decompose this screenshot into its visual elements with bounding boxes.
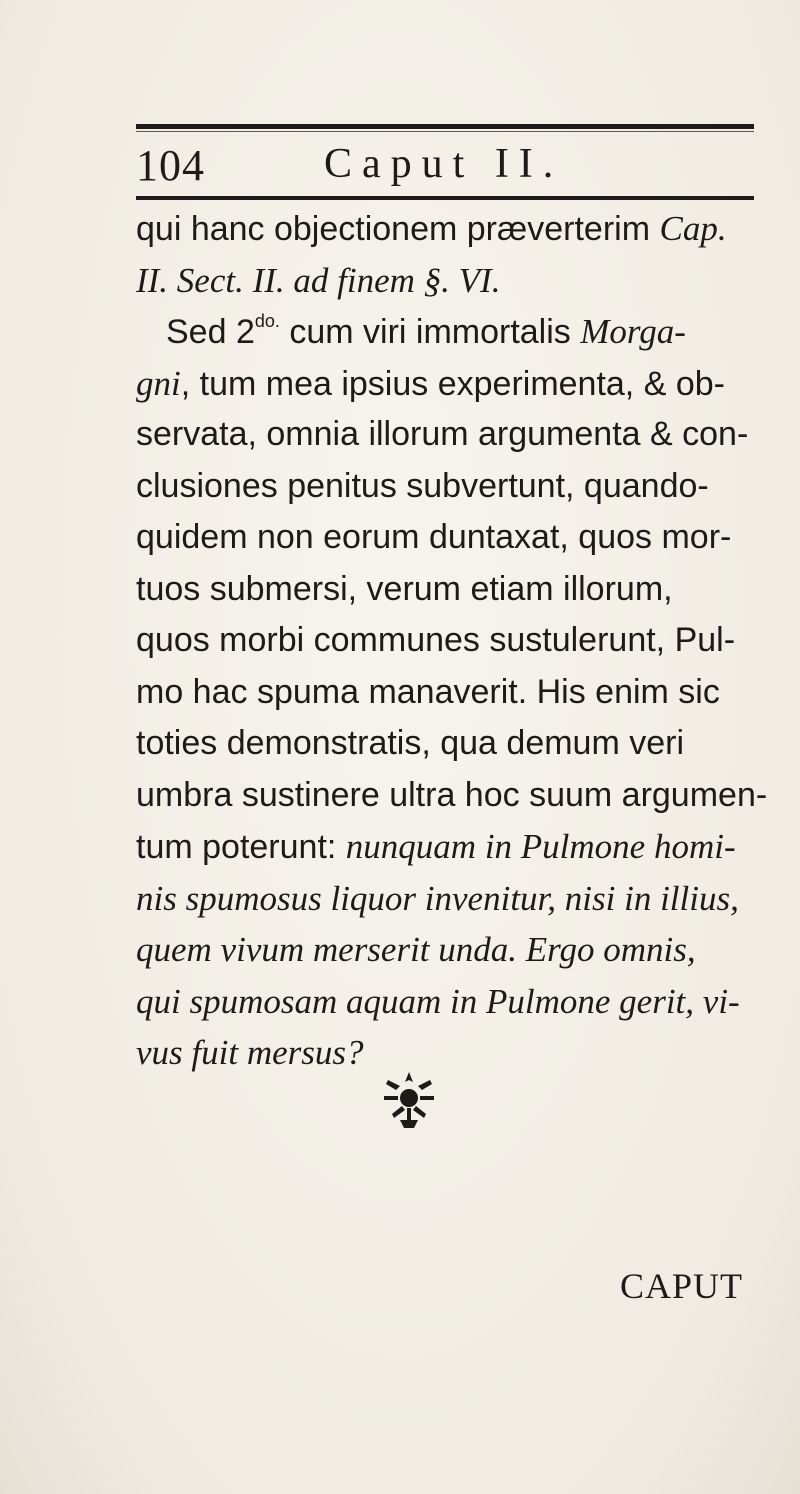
header-rule-top-thin: [136, 131, 754, 132]
text-line: vus fuit mersus?: [136, 1033, 364, 1072]
text-line: Sed $2^{do.}$ cum viri immortalis Morga-: [166, 311, 686, 351]
text-line: II. Sect. II. ad finem §. VI.: [136, 260, 501, 300]
text-line: tuos submersi, verum etiam illorum,: [136, 569, 673, 608]
header-rule-bottom: [136, 196, 754, 200]
catchword: CAPUT: [620, 1266, 744, 1306]
running-head: Caput II.: [324, 141, 564, 187]
text-line: quos morbi communes sustulerunt, Pul-: [136, 621, 736, 659]
text-line: toties demonstratis, qua demum veri: [136, 724, 685, 762]
text-line: gni, tum mea ipsius experimenta, & ob-: [136, 363, 725, 403]
text-line: quidem non eorum duntaxat, quos mor-: [136, 518, 732, 556]
body-text: [136, 203, 766, 1079]
text-line: clusiones penitus subvertunt, quando-: [136, 466, 709, 505]
text-line: mo hac spuma manaverit. His enim sic: [136, 672, 720, 711]
page-header: [136, 138, 754, 188]
text-line: qui spumosam aquam in Pulmone gerit, vi-: [136, 981, 740, 1021]
text-line: quem vivum merserit unda. Ergo omnis,: [136, 930, 696, 969]
text-line: tum poterunt: nunquam in Pulmone homi-: [136, 827, 736, 866]
header-rule-top: [136, 124, 754, 129]
printer-fleuron-icon: [380, 1070, 438, 1132]
text-line: nis spumosus liquor invenitur, nisi in illius,: [136, 878, 739, 918]
text-line: qui hanc objectionem præverterim Cap.: [136, 209, 727, 248]
page-number: 104: [136, 141, 205, 190]
text-line: umbra sustinere ultra hoc suum argumen-: [136, 775, 768, 814]
text-line: servata, omnia illorum argumenta & con-: [136, 415, 749, 453]
